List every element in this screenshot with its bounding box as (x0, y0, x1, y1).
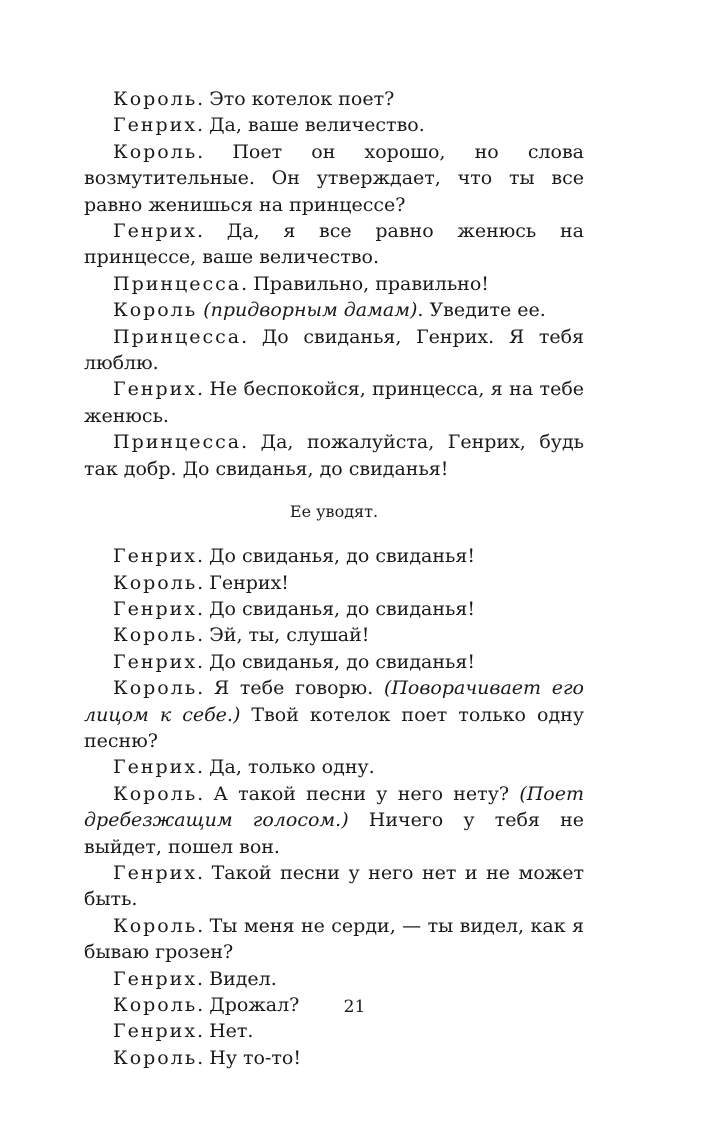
line-text: . Да, я все равно женюсь на принцессе, ваше величество. (84, 220, 584, 269)
dialogue-line (84, 297, 584, 323)
dialogue-line (84, 429, 584, 482)
speaker-name: Генрих (113, 220, 198, 243)
line-text: . До свиданья, Генрих. Я тебя люблю. (84, 325, 584, 375)
speaker-name: Король (113, 914, 198, 937)
speaker-name: Король (113, 299, 198, 322)
speaker-name: Генрих (113, 114, 198, 137)
speaker-name: Принцесса (113, 272, 242, 295)
speaker-name: Король (113, 140, 198, 163)
speaker-name: Король (113, 1046, 198, 1069)
dialogue-line (84, 271, 584, 297)
dialogue-line (84, 376, 584, 429)
dialogue-line (84, 112, 584, 138)
speaker-name: Генрих (113, 378, 198, 401)
speaker-name: Генрих (113, 650, 198, 673)
speaker-name: Принцесса (113, 431, 242, 454)
line-text: . До свиданья, до свиданья! (197, 650, 475, 673)
line-text: . Да, только одну. (197, 756, 375, 779)
line-text: . До свиданья, до свиданья! (197, 597, 475, 620)
line-text-after: Ничего у тебя не выйдет, пошел вон. (84, 809, 584, 858)
speaker-name: Генрих (113, 967, 198, 990)
line-text: . Да, пожалуйста, Генрих, будь так добр. До свиданья, до свиданья! (84, 431, 584, 480)
line-text-after: Твой котелок поет только одну песню? (84, 703, 585, 752)
dialogue-line (84, 781, 584, 860)
line-text: . Генрих! (197, 571, 289, 594)
dialogue-line (84, 860, 584, 913)
speaker-name: Король (113, 624, 198, 647)
stage-remark: (Поет дребезжащим голосом.) (84, 782, 584, 832)
line-text: . Нет. (197, 1020, 254, 1043)
line-text: . Уведите ее. (417, 299, 546, 322)
speaker-name: Король (113, 677, 198, 700)
stage-remark: (Поворачивает его лицом к себе.) (84, 677, 584, 726)
line-text: . Я тебе говорю. (197, 677, 384, 700)
dialogue-line (84, 570, 584, 596)
speaker-name: Король (113, 571, 198, 594)
dialogue-line (84, 1045, 584, 1071)
line-text: . Ты меня не серди, — ты видел, как я бываю грозен? (84, 914, 584, 964)
speaker-name: Генрих (113, 597, 198, 620)
dialogue-line (84, 622, 584, 648)
line-text: . Да, ваше величество. (197, 114, 425, 137)
speaker-name: Генрих (113, 1020, 198, 1043)
dialogue-line (84, 596, 584, 622)
speaker-name: Генрих (113, 545, 198, 568)
dialogue-line (84, 913, 584, 966)
dialogue-line (84, 543, 584, 569)
line-text: . Не беспокойся, принцесса, я на тебе женюсь. (84, 378, 584, 427)
line-text: . Правильно, правильно! (241, 272, 489, 295)
line-text: . До свиданья, до свиданья! (197, 545, 475, 568)
dialogue-line (84, 86, 584, 112)
line-text: . А такой песни у него нету? (197, 782, 520, 805)
play-text (84, 86, 584, 1071)
dialogue-line (84, 218, 584, 271)
line-text: . Поет он хорошо, но слова возмутительные. Он утверждает, что ты все равно женишься на принцессе? (84, 140, 584, 216)
line-text: . Дрожал? (197, 994, 300, 1016)
stage-direction: Ее уводят. (289, 502, 379, 522)
speaker-name: Король (113, 88, 198, 110)
speaker-name: Генрих (113, 756, 198, 779)
dialogue-line (84, 675, 584, 754)
line-text: . Видел. (197, 967, 277, 990)
dialogue-line (84, 324, 584, 377)
dialogue-line (84, 649, 584, 675)
speaker-name: Генрих (113, 861, 198, 884)
line-text: . Такой песни у него нет и не может быть. (84, 861, 584, 911)
page-number: 21 (343, 997, 366, 1017)
speaker-name: Принцесса (113, 325, 242, 348)
line-text: . Это котелок поет? (197, 88, 395, 110)
dialogue-line (84, 139, 584, 218)
speaker-name: Король (113, 994, 198, 1016)
stage-remark: (придворным дамам) (203, 299, 418, 322)
dialogue-line (84, 754, 584, 780)
line-text: . Эй, ты, слушай! (197, 624, 370, 647)
dialogue-line (84, 966, 584, 992)
dialogue-line (84, 1018, 584, 1044)
line-text: . Ну то-то! (197, 1046, 301, 1069)
speaker-name: Король (113, 782, 198, 805)
